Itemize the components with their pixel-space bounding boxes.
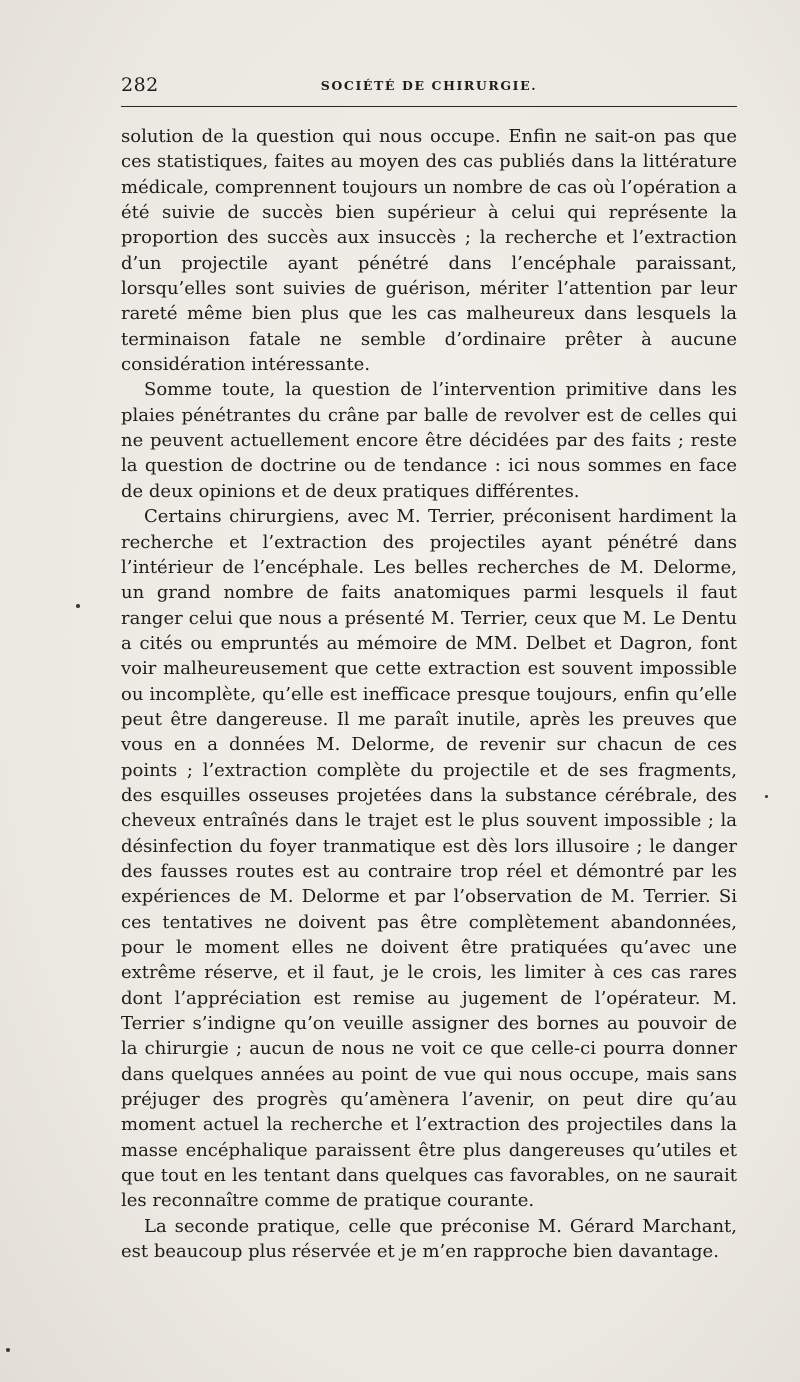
running-head — [121, 74, 737, 102]
ink-speck — [76, 604, 80, 608]
paragraph-seconde-pratique: La seconde pratique, celle que préconise M. Gérard Marchant, est beaucoup plus réservée et je m’en rapproche bien davantage. — [121, 1215, 737, 1263]
paragraph-continuation: solution de la question qui nous occupe. Enfin ne sait-on pas que ces statistiques, faites au moyen des cas publiés dans la littérature médicale, comprennent toujours un nombre de cas où l’opération a été suivie de succès bien supérieur à celui qui représente la proportion des succès aux insuccès ; la recherche et l’extraction d’un projectile ayant pénétré dans l’encéphale paraissant, lorsqu’elles sont suivies de guérison, mériter l’attention par leur rareté même bien plus que les cas malheureux dans lesquels la terminaison fatale ne semble d’ordinaire prêter à aucune considération intéressante. — [121, 126, 737, 376]
ink-speck — [765, 795, 768, 798]
body-text — [121, 124, 737, 1264]
running-title: SOCIÉTÉ DE CHIRURGIE. — [320, 78, 538, 93]
header-rule — [121, 106, 737, 107]
ink-speck — [6, 1348, 10, 1352]
paragraph-certains-chirurgiens: Certains chirurgiens, avec M. Terrier, préconisent hardiment la recherche et l’extraction des projectiles ayant pénétré dans l’intérieur de l’encéphale. Les belles recherches de M. Delorme, un grand nombre de faits anatomiques parmi lesquels il faut ranger celui que nous a présenté M. Terrier, ceux que M. Le Dentu a cités ou empruntés au mémoire de MM. Delbet et Dagron, font voir malheureusement que cette extraction est souvent impossible ou incomplète, qu’elle est inefficace presque toujours, enfin qu’elle peut être dangereuse. Il me paraît inutile, après les preuves que vous en a données M. Delorme, de revenir sur chacun de ces points ; l’extraction complète du projectile et de ses fragments, des esquilles osseuses projetées dans la substance cérébrale, des cheveux entraînés dans le trajet est le plus souvent impossible ; la désinfection du foyer tranmatique est dès lors illusoire ; le danger des fausses routes est au contraire trop réel et démontré par les expériences de M. Delorme et par l’observation de M. Terrier. Si ces tentatives ne doivent pas être complètement abandonnées, pour le moment elles ne doivent être pratiquées qu’avec une extrême réserve, et il faut, je le crois, les limiter à ces cas rares dont l’appréciation est remise au jugement de l’opérateur. M. Terrier s’indigne qu’on veuille assigner des bornes au pouvoir de la chirurgie ; aucun de nous ne voit ce que celle-ci pourra donner dans quelques années au point de vue qui nous occupe, mais sans préjuger des progrès qu’amènera l’avenir, on peut dire qu’au moment actuel la recherche et l’extraction des projectiles dans la masse encéphalique paraissent être plus dangereuses qu’utiles et que tout en les tentant dans quelques cas favorables, on ne saurait les reconnaître comme de pratique courante. — [121, 506, 737, 1212]
paragraph-somme-toute: Somme toute, la question de l’intervention primitive dans les plaies pénétrantes du crâne par balle de revolver est de celles qui ne peuvent actuellement encore être décidées par des faits ; reste la question de doctrine ou de tendance : ici nous sommes en face de deux opinions et de deux pratiques différentes. — [121, 379, 737, 502]
page-number: 282 — [121, 74, 159, 96]
